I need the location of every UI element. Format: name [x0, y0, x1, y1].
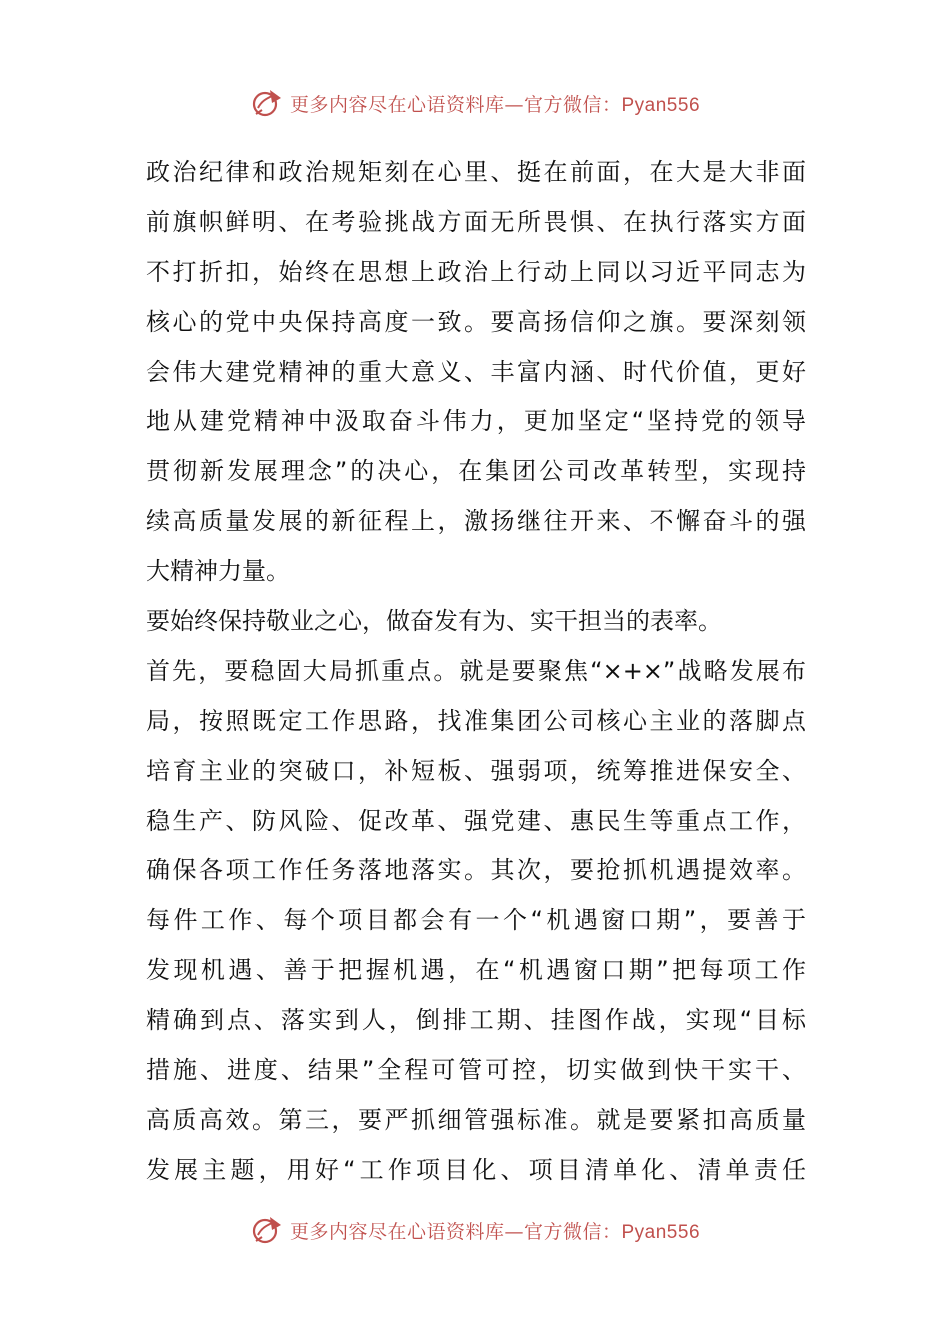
body-line: 每件工作、每个项目都会有一个“机遇窗口期”，要善于: [146, 906, 806, 935]
header-banner-brand: 更多内容尽在心语资料库—官方微信：: [289, 93, 622, 116]
header-banner-text: [290, 90, 700, 117]
body-line: 要始终保持敬业之心，做奋发有为、实干担当的表率。: [146, 607, 722, 636]
header-banner-handle: Pyan556: [621, 94, 701, 116]
body-line: 会伟大建党精神的重大意义、丰富内涵、时代价值，更好: [146, 357, 806, 386]
pen-logo-icon: [250, 86, 284, 120]
footer-banner-brand: 更多内容尽在心语资料库—官方微信：: [289, 1220, 622, 1243]
header-banner[interactable]: [0, 83, 950, 123]
body-line: 培育主业的突破口，补短板、强弱项，统筹推进保安全、: [146, 756, 806, 785]
body-line: 局，按照既定工作思路，找准集团公司核心主业的落脚点: [146, 706, 806, 735]
body-line: 贯彻新发展理念”的决心，在集团公司改革转型，实现持: [146, 457, 806, 486]
body-line: 确保各项工作任务落地落实。其次，要抢抓机遇提效率。: [146, 856, 806, 885]
body-line: 精确到点、落实到人，倒排工期、挂图作战，实现“目标: [146, 1006, 806, 1035]
body-line: 稳生产、防风险、促改革、强党建、惠民生等重点工作，: [146, 806, 806, 835]
body-line: 大精神力量。: [146, 557, 290, 586]
body-line: 政治纪律和政治规矩刻在心里、挺在前面，在大是大非面: [146, 158, 806, 186]
document-body: [146, 148, 806, 1196]
body-line: 发现机遇、善于把握机遇，在“机遇窗口期”把每项工作: [146, 956, 806, 985]
body-line: 首先，要稳固大局抓重点。就是要聚焦“×+×”战略发展布: [146, 656, 806, 685]
body-line: 措施、进度、结果”全程可管可控，切实做到快干实干、: [146, 1056, 806, 1085]
pen-logo-icon: [250, 1213, 284, 1247]
body-line: 不打折扣，始终在思想上政治上行动上同以习近平同志为: [146, 257, 806, 286]
body-line: 发展主题，用好“工作项目化、项目清单化、清单责任: [146, 1155, 806, 1184]
body-line: 续高质量发展的新征程上，激扬继往开来、不懈奋斗的强: [146, 507, 806, 536]
footer-banner-text: [290, 1217, 700, 1244]
footer-banner-handle: Pyan556: [621, 1221, 701, 1243]
body-line: 核心的党中央保持高度一致。要高扬信仰之旗。要深刻领: [146, 307, 806, 336]
body-line: 前旗帜鲜明、在考验挑战方面无所畏惧、在执行落实方面: [146, 207, 806, 236]
body-line: 地从建党精神中汲取奋斗伟力，更加坚定“坚持党的领导: [146, 407, 806, 436]
body-line: 高质高效。第三，要严抓细管强标准。就是要紧扣高质量: [146, 1105, 806, 1134]
footer-banner[interactable]: [0, 1210, 950, 1250]
